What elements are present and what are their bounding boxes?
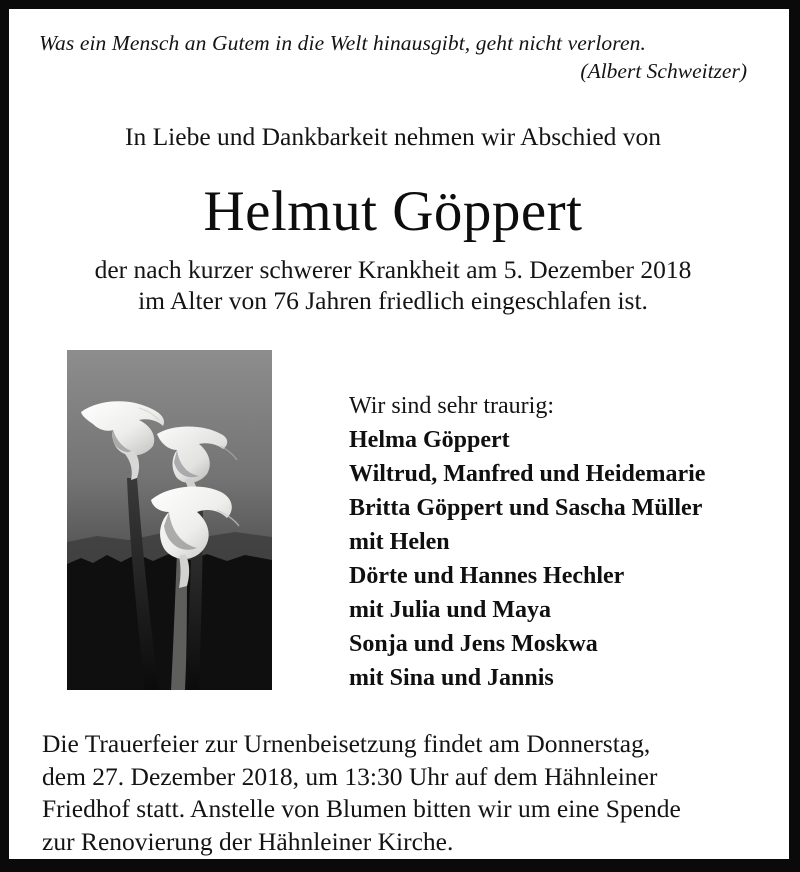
- service-line-1: Die Trauerfeier zur Urnenbeisetzung findet am Donnerstag,: [42, 729, 651, 758]
- calla-lily-illustration: [67, 350, 272, 690]
- mourner-line: Sonja und Jens Moskwa: [349, 631, 598, 657]
- deceased-name: Helmut Göppert: [203, 180, 583, 243]
- service-line-4: zur Renovierung der Hähnleiner Kirche.: [42, 826, 454, 856]
- mourners-list: [349, 389, 759, 695]
- service-line-2: dem 27. Dezember 2018, um 13:30 Uhr auf dem Hähnleiner: [42, 761, 658, 791]
- mourner-line: Britta Göppert und Sascha Müller: [349, 495, 703, 521]
- quotation-text: Was ein Mensch an Gutem in die Welt hinausgibt, geht nicht verloren.: [39, 31, 646, 55]
- mourner-line: Dörte und Hannes Hechler: [349, 563, 625, 589]
- passing-details-line-1: der nach kurzer schwerer Krankheit am 5. Dezember 2018: [94, 255, 692, 284]
- calla-lily-photograph: [67, 350, 272, 690]
- mourners-heading: Wir sind sehr traurig:: [349, 393, 554, 419]
- quotation-attribution: (Albert Schweitzer): [580, 59, 747, 83]
- mourner-line: mit Helen: [349, 529, 450, 555]
- passing-details-line-2: im Alter von 76 Jahren friedlich eingeschlafen ist.: [138, 285, 648, 315]
- funeral-service-paragraph: [42, 728, 754, 858]
- passing-details: [30, 255, 756, 316]
- farewell-intro-line: In Liebe und Dankbarkeit nehmen wir Abschied von: [124, 122, 662, 151]
- frame-border-right: [789, 0, 800, 872]
- frame-border-left: [0, 0, 9, 872]
- mourner-line: Helma Göppert: [349, 427, 510, 453]
- service-line-3: Friedhof statt. Anstelle von Blumen bitten wir um eine Spende: [42, 794, 681, 823]
- quotation-block: [39, 29, 747, 85]
- frame-border-bottom: [0, 859, 800, 872]
- mourner-line: Wiltrud, Manfred und Heidemarie: [349, 461, 706, 487]
- mourner-line: mit Julia und Maya: [349, 597, 552, 623]
- mourner-line: mit Sina und Jannis: [349, 665, 554, 691]
- frame-border-top: [0, 0, 800, 9]
